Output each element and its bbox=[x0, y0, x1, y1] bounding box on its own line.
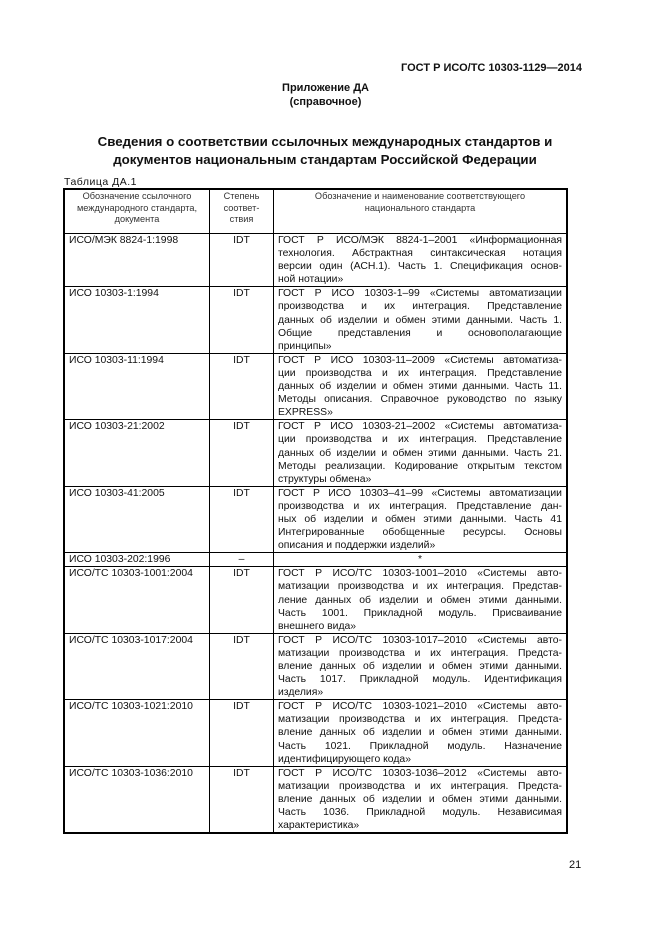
reference-standard: ИСО/ТС 10303-1017:2004 bbox=[64, 633, 210, 699]
national-standard-line: технология. Абстрактная синтаксическая нотация bbox=[278, 248, 562, 260]
conformity-degree: – bbox=[210, 553, 274, 567]
national-standard bbox=[274, 567, 568, 633]
reference-standard: ИСО 10303-41:2005 bbox=[64, 486, 210, 552]
national-standard-line: ГОСТ Р ИСО/ТС 10303-1021–2010 «Системы авто- bbox=[278, 701, 562, 713]
national-standard-line: производства и их интеграция. Представление bbox=[278, 301, 562, 313]
page-number: 21 bbox=[569, 859, 582, 871]
national-standard-line: матизации производства и их интеграция. Представ- bbox=[278, 581, 562, 593]
correspondence-table bbox=[63, 188, 568, 834]
national-standard-line: Методы реализации. Кодирование открытым текстом bbox=[278, 460, 562, 472]
conformity-degree: IDT bbox=[210, 486, 274, 552]
reference-standard: ИСО 10303-1:1994 bbox=[64, 287, 210, 353]
national-standard-line: Часть 1021. Прикладной модуль. Назначение bbox=[278, 740, 562, 752]
column-header-reference: Обозначение ссылочного международного стандарта, документа bbox=[64, 189, 210, 234]
national-standard bbox=[274, 486, 568, 552]
national-standard-line: принципы» bbox=[278, 340, 332, 352]
table-row bbox=[64, 353, 567, 419]
national-standard-line: Часть 1036. Прикладной модуль. Независимая bbox=[278, 807, 562, 819]
conformity-degree: IDT bbox=[210, 766, 274, 833]
conformity-degree: IDT bbox=[210, 420, 274, 486]
national-standard-line: Методы описания. Справочное руководство по языку bbox=[278, 394, 562, 406]
national-standard-line: Часть 1001. Прикладной модуль. Присваивание bbox=[278, 607, 562, 619]
national-standard-line: данных об изделии и обмен этими данными. Часть 1. bbox=[278, 314, 562, 326]
column-header-national: Обозначение и наименование соответствующего национального стандарта bbox=[274, 189, 568, 234]
table-row bbox=[64, 633, 567, 699]
national-standard-line: внешнего вида» bbox=[278, 620, 357, 632]
national-standard-line: вление данных об изделии и обмен этими данными. bbox=[278, 793, 562, 805]
national-standard-line: ции производства и их интеграция. Представление bbox=[278, 434, 562, 446]
national-standard-line: изделия» bbox=[278, 687, 324, 699]
national-standard-line: вление данных об изделии и обмен этими данными. bbox=[278, 727, 562, 739]
national-standard-line: Часть 1017. Прикладной модуль. Идентификация bbox=[278, 674, 562, 686]
conformity-degree: IDT bbox=[210, 567, 274, 633]
section-title bbox=[60, 133, 590, 169]
national-standard-line: * bbox=[417, 554, 423, 566]
national-standard-line: Интегрированные обобщенные ресурсы. Основы bbox=[278, 527, 562, 539]
reference-standard: ИСО/ТС 10303-1021:2010 bbox=[64, 700, 210, 766]
table-row bbox=[64, 420, 567, 486]
annex-title: Приложение ДА bbox=[282, 82, 369, 94]
national-standard-line: ции производства и их интеграция. Представление bbox=[278, 367, 562, 379]
national-standard bbox=[274, 234, 568, 287]
reference-standard: ИСО/ТС 10303-1036:2010 bbox=[64, 766, 210, 833]
national-standard bbox=[274, 766, 568, 833]
national-standard-line: ГОСТ Р ИСО/ТС 10303-1017–2010 «Системы авто- bbox=[278, 634, 562, 646]
national-standard-line: ной нотации» bbox=[278, 274, 344, 286]
national-standard-line: ГОСТ Р ИСО/ТС 10303-1036–2012 «Системы авто- bbox=[278, 767, 562, 779]
national-standard-line: описания и поддержки изделий» bbox=[278, 540, 436, 552]
national-standard-line: вление данных об изделии и обмен этими данными. bbox=[278, 661, 562, 672]
national-standard-line: данных об изделии и обмен этими данными. Часть 21. bbox=[278, 447, 562, 459]
table-row bbox=[64, 700, 567, 766]
table-row bbox=[64, 486, 567, 552]
conformity-degree: IDT bbox=[210, 234, 274, 287]
column-header-degree: Степень соответ-ствия bbox=[210, 189, 274, 234]
national-standard-line: характеристика» bbox=[278, 820, 360, 832]
national-standard bbox=[274, 353, 568, 419]
table-row bbox=[64, 766, 567, 833]
table-caption: Таблица ДА.1 bbox=[64, 176, 137, 188]
national-standard-line: ление данных об изделии и обмен этими данными. bbox=[278, 594, 562, 606]
national-standard-line: ГОСТ Р ИСО 10303–41–99 «Системы автоматизации bbox=[278, 487, 562, 499]
national-standard-line: матизации производства и их интеграция. Предста- bbox=[278, 780, 562, 792]
national-standard bbox=[274, 633, 568, 699]
reference-standard: ИСО 10303-11:1994 bbox=[64, 353, 210, 419]
section-title-line: документов национальным стандартам Российской Федерации bbox=[113, 152, 537, 167]
table-row bbox=[64, 553, 567, 567]
national-standard-line: Общие представления и основополагающие bbox=[278, 327, 562, 339]
national-standard-line: ГОСТ Р ИСО 10303-11–2009 «Системы автоматиза- bbox=[278, 354, 562, 366]
table-body bbox=[64, 234, 567, 834]
national-standard-line: структуры обмена» bbox=[278, 473, 372, 485]
national-standard-line: данных об изделии и обмен этими данными. Часть 11. bbox=[278, 381, 562, 393]
table-row bbox=[64, 567, 567, 633]
national-standard-line: ГОСТ Р ИСО 10303-21–2002 «Системы автоматиза- bbox=[278, 421, 562, 433]
reference-standard: ИСО/ТС 10303-1001:2004 bbox=[64, 567, 210, 633]
national-standard-line: матизации производства и их интеграция. Предста- bbox=[278, 714, 562, 726]
reference-standard: ИСО 10303-202:1996 bbox=[64, 553, 210, 567]
table-row bbox=[64, 287, 567, 353]
national-standard bbox=[274, 420, 568, 486]
national-standard-line: ных об изделии и обмен этими данными. Часть 41 bbox=[278, 513, 562, 525]
reference-standard: ИСО/МЭК 8824-1:1998 bbox=[64, 234, 210, 287]
national-standard-line: ГОСТ Р ИСО/МЭК 8824-1–2001 «Информационная bbox=[278, 235, 562, 246]
table-row bbox=[64, 234, 567, 287]
national-standard bbox=[274, 700, 568, 766]
national-standard-line: производства и их интеграция. Представление дан- bbox=[278, 500, 562, 512]
national-standard-line: ГОСТ Р ИСО 10303-1–99 «Системы автоматизации bbox=[278, 288, 562, 300]
conformity-degree: IDT bbox=[210, 700, 274, 766]
conformity-degree: IDT bbox=[210, 633, 274, 699]
national-standard-line: версии один (АСН.1). Часть 1. Спецификация основ- bbox=[278, 261, 562, 273]
national-standard-line: матизации производства и их интеграция. Предста- bbox=[278, 647, 562, 659]
annex-heading bbox=[0, 81, 656, 109]
national-standard-line: ГОСТ Р ИСО/ТС 10303-1001–2010 «Системы авто- bbox=[278, 568, 562, 580]
standard-designation: ГОСТ Р ИСО/ТС 10303-1129—2014 bbox=[401, 62, 582, 74]
reference-standard: ИСО 10303-21:2002 bbox=[64, 420, 210, 486]
section-title-line: Сведения о соответствии ссылочных международных стандартов и bbox=[97, 134, 553, 149]
national-standard bbox=[274, 553, 568, 567]
conformity-degree: IDT bbox=[210, 287, 274, 353]
national-standard-line: идентифицирующего кода» bbox=[278, 753, 411, 765]
national-standard bbox=[274, 287, 568, 353]
conformity-degree: IDT bbox=[210, 353, 274, 419]
table-header-row bbox=[64, 189, 567, 234]
national-standard-line: EXPRESS» bbox=[278, 407, 333, 419]
annex-subtitle: (справочное) bbox=[289, 96, 362, 108]
